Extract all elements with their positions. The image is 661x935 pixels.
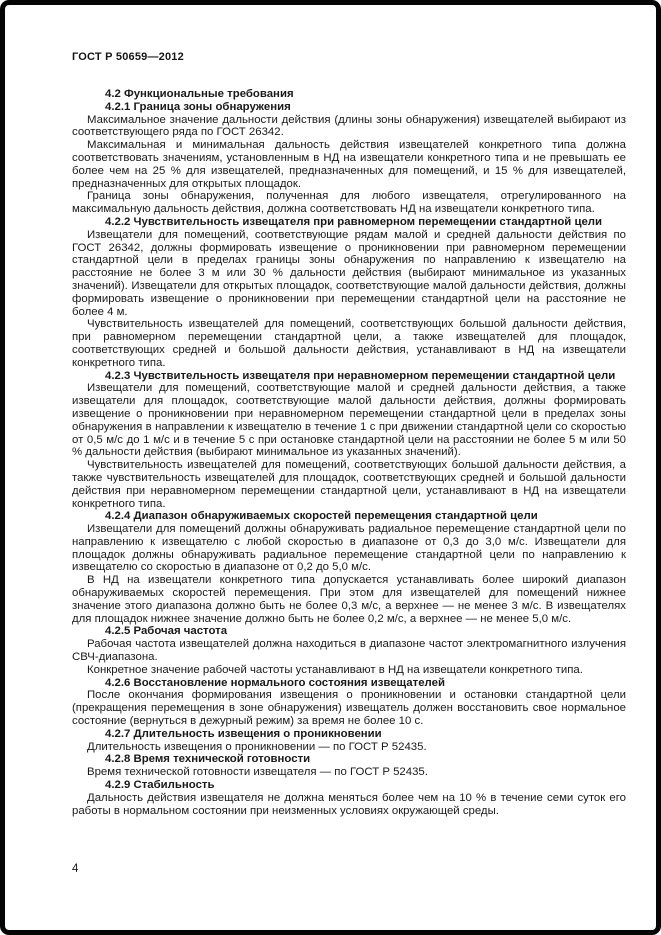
- document-body: [72, 88, 626, 817]
- section-heading: 4.2.7 Длительность извещения о проникновении: [105, 727, 382, 740]
- section-heading: 4.2.2 Чувствительность извещателя при равномерном перемещении стандартной цели: [105, 215, 603, 228]
- section-heading: 4.2.9 Стабильность: [105, 779, 215, 792]
- paragraph: Извещатели для помещений, соответствующие рядам малой и средней дальности действия по ГОСТ 26342, должны формировать извещение о проникновении при равномерном перемещении стандартной цели в пределах границы зоны обнаружения по направлению к извещателю на расстояние не более 3 м или 30 % дальности действия (выбирают минимальное из указанных значений). Извещатели для открытых площадок, соответствующие малой дальности действия, должны формировать извещение о проникновении при перемещении стандартной цели на расстояние не более 4 м.: [72, 228, 626, 318]
- paragraph: Длительность извещения о проникновении — по ГОСТ Р 52435.: [87, 740, 427, 753]
- paragraph: Максимальная и минимальная дальность действия извещателей конкретного типа должна соответствовать значениям, установленным в НД на извещатели конкретного типа и не превышать ее более чем на 25 % для извещателей, предназначенных для помещений, и 15 % для извещателей, предназначенных для открытых площадок.: [72, 139, 626, 190]
- paragraph: Чувствительность извещателей для помещений, соответствующих большой дальности действия, а также чувствительность извещателей для площадок, соответствующих средней и большой дальности действия при неравномерном перемещении стандартной цели, устанавливают в НД на извещатели конкретного типа.: [72, 459, 626, 510]
- paragraph: Извещатели для помещений, соответствующие малой и средней дальности действия, а также извещатели для площадок, соответствующие малой дальности действия, должны формировать извещение о проникновении при неравномерном перемещении стандартной цели в пределах зоны обнаружения в направлении к извещателю в течение 1 с при движении стандартной цели со скоростью от 0,5 м/с до 1 м/с и в течение 5 с при остановке стандартной цели на расстоянии не более 5 м или 50 % дальности действия (выбирают минимальное из указанных значений).: [72, 382, 626, 459]
- section-heading: 4.2.5 Рабочая частота: [105, 625, 228, 638]
- paragraph: Извещатели для помещений должны обнаруживать радиальное перемещение стандартной цели по направлению к извещателю с любой скоростью в диапазоне от 0,3 до 3,0 м/с. Извещатели для площадок должны обнаруживать радиальное перемещение стандартной цели по направлению к извещателю со скоростью в диапазоне от 0,2 до 5,0 м/с.: [72, 523, 626, 574]
- section-heading: 4.2.4 Диапазон обнаруживаемых скоростей перемещения стандартной цели: [105, 510, 538, 523]
- paragraph: Граница зоны обнаружения, полученная для любого извещателя, отрегулированного на максимальную дальность действия, должна соответствовать НД на извещатели конкретного типа.: [72, 190, 626, 216]
- paragraph: Дальность действия извещателя не должна меняться более чем на 10 % в течение семи суток его работы в нормальном состоянии при неизменных условиях окружающей среды.: [72, 791, 626, 817]
- document-standard-number: ГОСТ Р 50659—2012: [72, 51, 184, 63]
- section-heading: 4.2.1 Граница зоны обнаружения: [105, 100, 291, 113]
- paragraph: Максимальное значение дальности действия (длины зоны обнаружения) извещателей выбирают из соответствующего ряда по ГОСТ 26342.: [72, 113, 626, 139]
- section-heading: 4.2.3 Чувствительность извещателя при неравномерном перемещении стандартной цели: [105, 369, 616, 382]
- page-number: 4: [72, 863, 79, 875]
- section-heading: 4.2.8 Время технической готовности: [105, 753, 311, 766]
- paragraph: Время технической готовности извещателя — по ГОСТ Р 52435.: [87, 766, 428, 779]
- paragraph: Конкретное значение рабочей частоты устанавливают в НД на извещатели конкретного типа.: [87, 663, 583, 676]
- paragraph: Чувствительность извещателей для помещений, соответствующих большой дальности действия, при равномерном перемещении стандартной цели, а также извещателей для площадок, соответствующих средней и большой дальности действия, устанавливают в НД на извещатели конкретного типа.: [72, 318, 626, 369]
- section-heading: 4.2 Функциональные требования: [105, 88, 294, 100]
- section-heading: 4.2.6 Восстановление нормального состояния извещателей: [105, 676, 445, 689]
- paragraph: В НД на извещатели конкретного типа допускается устанавливать более широкий диапазон обнаруживаемых скоростей перемещения. При этом для извещателей для помещений нижнее значение этого диапазона должно быть не более 0,3 м/с, а верхнее — не менее 3 м/с. В извещателях для площадок нижнее значение должно быть не более 0,2 м/с, а верхнее — не менее 5,0 м/с.: [72, 574, 626, 625]
- paragraph: Рабочая частота извещателей должна находиться в диапазоне частот электромагнитного излучения СВЧ-диапазона.: [72, 638, 626, 664]
- paragraph: После окончания формирования извещения о проникновении и остановки стандартной цели (прекращения перемещения в зоне обнаружения) извещатель должен восстановить свое нормальное состояние (вернуться в дежурный режим) за время не более 10 с.: [72, 689, 626, 728]
